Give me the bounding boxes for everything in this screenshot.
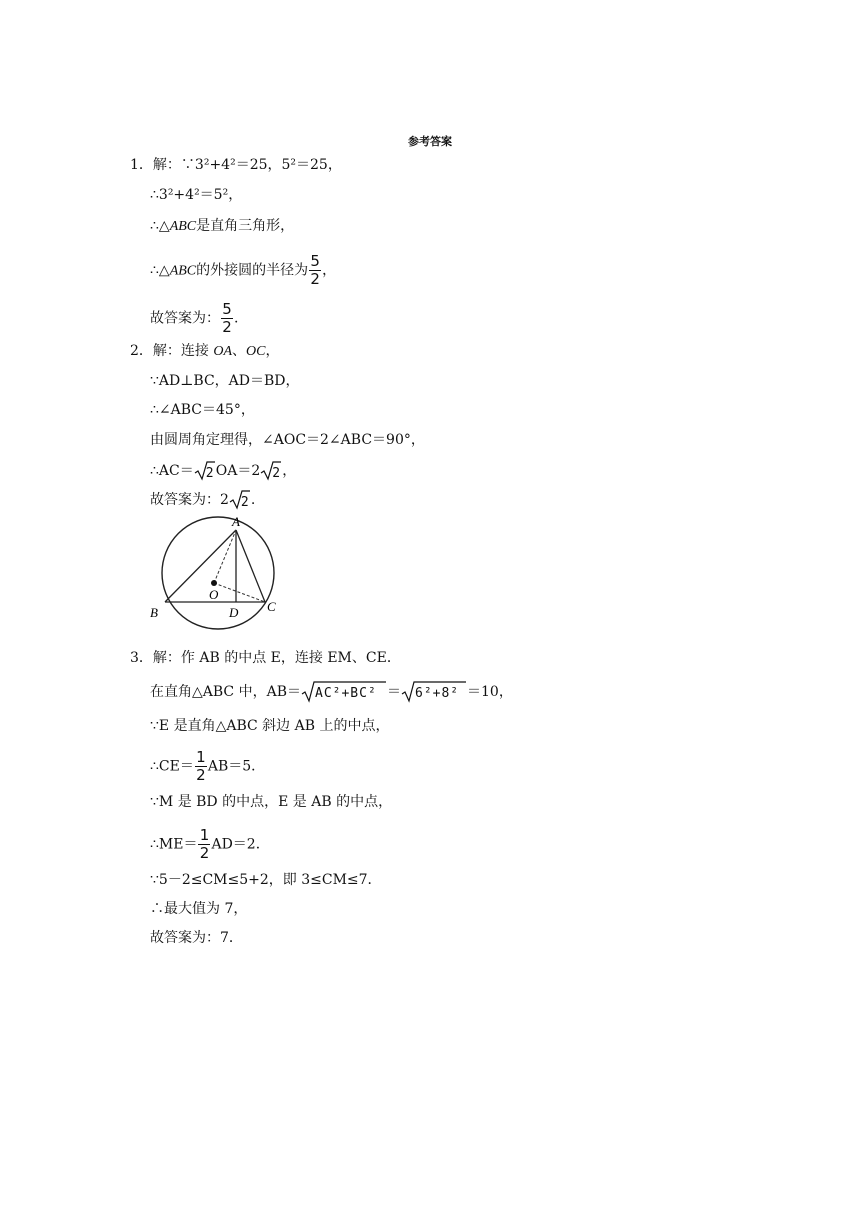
q2-line-4: 由圆周角定理得，∠AOC＝2∠ABC＝90°， bbox=[150, 432, 425, 448]
q3-line-9: 故答案为：7． bbox=[150, 930, 243, 946]
segment-OC bbox=[214, 583, 265, 602]
label-O: O bbox=[209, 587, 219, 602]
q3-fraction-half: $\frac{1}{2}$ bbox=[196, 748, 206, 784]
q1-text-1: 解：∵3²+4²＝25，5²＝25， bbox=[152, 157, 342, 173]
label-D: D bbox=[229, 605, 239, 620]
label-A: A bbox=[232, 516, 240, 529]
center-point bbox=[211, 580, 217, 586]
q1-answer-fraction: $\frac{5}{2}$ bbox=[222, 300, 232, 336]
q1-line-2: ∴3²+4²＝5²， bbox=[150, 187, 243, 203]
q3-line-1: 3．解：作 AB 的中点 E，连接 EM、CE． bbox=[130, 650, 401, 666]
q2-line-1: 2．解：连接 OA、OC， bbox=[130, 343, 280, 359]
q3-fraction-half: $\frac{1}{2}$ bbox=[199, 826, 210, 862]
q3-line-4: ∴CE＝ $\frac{1}{2}$ AB＝5． bbox=[150, 748, 266, 784]
label-C: C bbox=[267, 599, 276, 614]
q1-line-4: ∴△ABC的外接圆的半径为 $\frac{5}{2}$ ， bbox=[150, 252, 337, 288]
sqrt-ac2-bc2: AC²+BC² bbox=[301, 680, 387, 704]
q1-number: 1． bbox=[130, 157, 153, 173]
q3-line-7: ∵5－2≤CM≤5+2，即 3≤CM≤7． bbox=[150, 872, 382, 888]
sqrt-2: 2 bbox=[229, 489, 251, 511]
circle-geometry-diagram bbox=[146, 516, 286, 640]
q3-line-6: ∴ME＝ $\frac{1}{2}$ AD＝2． bbox=[150, 826, 270, 862]
page-title: 参考答案 bbox=[408, 135, 452, 148]
q3-line-3: ∵E 是直角△ABC 斜边 AB 上的中点， bbox=[150, 718, 390, 734]
sqrt-6sq-8sq: 6²+8² bbox=[401, 680, 467, 704]
segment-AC bbox=[236, 530, 265, 602]
segment-AB bbox=[165, 530, 236, 602]
q1-fraction: $\frac{5}{2}$ bbox=[310, 252, 320, 288]
q3-line-5: ∵M 是 BD 的中点，E 是 AB 的中点， bbox=[150, 794, 393, 810]
q2-line-5: ∴AC＝ 2 OA＝2 2 ， bbox=[150, 460, 296, 482]
sqrt-2: 2 bbox=[260, 460, 282, 482]
q3-line-8: ∴最大值为 7， bbox=[150, 901, 248, 917]
label-B: B bbox=[150, 605, 158, 620]
q2-line-2: ∵AD⊥BC，AD＝BD， bbox=[150, 373, 300, 389]
q2-line-6: 故答案为：2 2 . bbox=[150, 489, 255, 511]
q2-line-3: ∴∠ABC＝45°， bbox=[150, 402, 255, 418]
q1-line-1 bbox=[130, 155, 342, 175]
q1-line-5: 故答案为： $\frac{5}{2}$ . bbox=[150, 300, 239, 336]
sqrt-2: 2 bbox=[194, 460, 216, 482]
q3-line-2: 在直角△ABC 中，AB＝ AC²+BC² ＝ 6²+8² ＝10， bbox=[150, 680, 513, 704]
q1-line-3: ∴△ABC是直角三角形， bbox=[150, 218, 295, 234]
segment-OA bbox=[214, 530, 236, 583]
